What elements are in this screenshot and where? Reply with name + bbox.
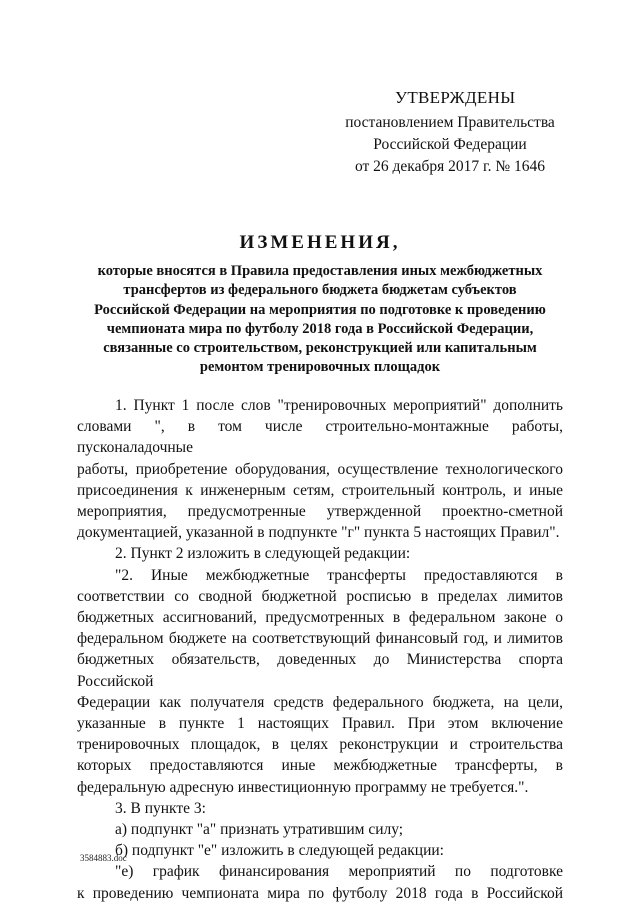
body-line: которых предоставляются иные межбюджетные трансферты, в xyxy=(77,757,563,775)
approval-line-1: постановлением Правительства xyxy=(345,114,555,131)
approval-line-2: Российской Федерации xyxy=(373,136,527,153)
subtitle-line: ремонтом тренировочных площадок xyxy=(199,359,441,376)
body-line: 2. Пункт 2 изложить в следующей редакции: xyxy=(115,545,411,563)
body-line: соответствии со сводной бюджетной росписью в пределах лимитов xyxy=(77,587,563,605)
document-subtitle xyxy=(70,262,570,378)
body-line: Федерации как получателя средств федерального бюджета, на цели, xyxy=(77,693,563,711)
subtitle-line: Российской Федерации на мероприятия по подготовке к проведению xyxy=(94,301,546,318)
body-line: мероприятия, предусмотренные утвержденной проектно-сметной xyxy=(77,503,563,521)
subtitle-line: чемпионата мира по футболу 2018 года в Российской Федерации, xyxy=(106,320,534,337)
body-line: федеральную адресную инвестиционную программу не требуется.". xyxy=(77,778,529,796)
document-body xyxy=(77,395,563,904)
file-name: 3584883.doc xyxy=(80,853,127,863)
body-line: работы, приобретение оборудования, осуществление технологического xyxy=(77,460,563,478)
body-line: словами ", в том числе строительно-монтажные работы, пусконаладочные xyxy=(77,418,563,457)
body-line: документацией, указанной в подпункте "г" пункта 5 настоящих Правил". xyxy=(77,524,560,542)
body-line: бюджетных ассигнований, предусмотренных в федеральном законе о xyxy=(77,609,563,627)
body-line: присоединения к инженерным сетям, строительный контроль, и иные xyxy=(77,481,563,499)
body-line: федеральном бюджете на соответствующий финансовый год, и лимитов xyxy=(77,630,563,648)
approval-line-3: от 26 декабря 2017 г. № 1646 xyxy=(354,158,546,175)
body-line: "е) график финансирования мероприятий по подготовке xyxy=(115,863,563,881)
body-line: б) подпункт "е" изложить в следующей редакции: xyxy=(115,842,444,860)
approval-heading: УТВЕРЖДЕНЫ xyxy=(395,88,516,107)
body-line: "2. Иные межбюджетные трансферты предоставляются в xyxy=(115,566,563,584)
body-line: бюджетных обязательств, доведенных до Министерства спорта Российской xyxy=(77,651,563,690)
subtitle-line: связанные со строительством, реконструкцией или капитальным xyxy=(103,340,537,357)
subtitle-line: трансфертов из федерального бюджета бюджетам субъектов xyxy=(123,282,517,299)
body-line: 1. Пункт 1 после слов "тренировочных мероприятий" дополнить xyxy=(115,397,563,414)
body-line: 3. В пункте 3: xyxy=(115,799,206,817)
body-line: указанные в пункте 1 настоящих Правил. При этом включение xyxy=(77,715,563,733)
document-title: ИЗМЕНЕНИЯ, xyxy=(239,232,401,253)
body-line: тренировочных площадок, в целях реконструкции и строительства xyxy=(77,736,563,754)
body-line: а) подпункт "а" признать утратившим силу; xyxy=(115,821,404,839)
body-line: к проведению чемпионата мира по футболу 2018 года в Российской xyxy=(77,884,563,902)
subtitle-line: которые вносятся в Правила предоставления иных межбюджетных xyxy=(97,263,543,279)
